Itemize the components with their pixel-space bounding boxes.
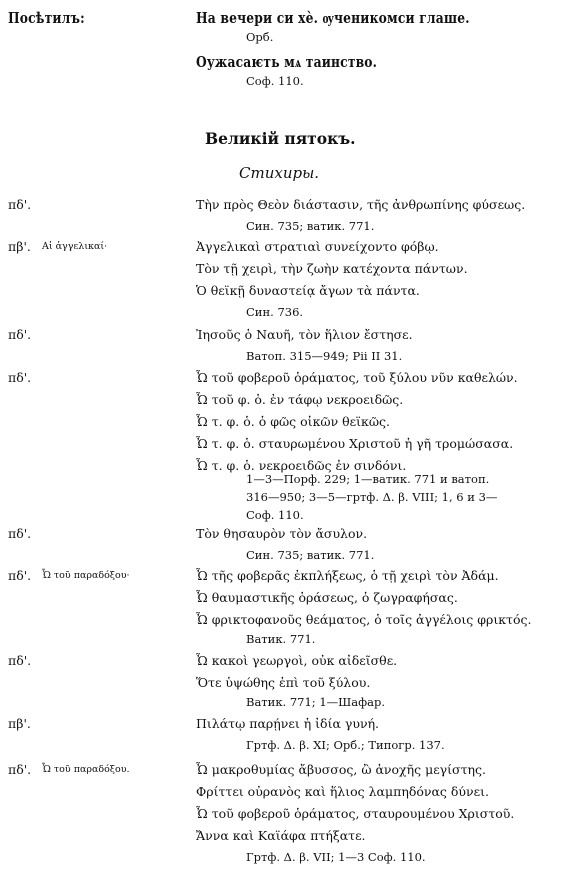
incipit-label: Αἱ ἀγγελικαί·: [42, 241, 108, 252]
hymn-line: Ὅτε ὑψώθης ἐπὶ τοῦ ξύλου.: [196, 675, 371, 690]
section-heading: Великій пятокъ.: [205, 129, 356, 148]
tone-marker: πδ'.: [8, 762, 32, 777]
hymn-line: Τὴν πρὸς Θεὸν διάστασιν, τῆς ἀνθρωπίνης φύσεως.: [196, 197, 526, 212]
tone-marker: πδ'.: [8, 653, 32, 668]
manuscript-source: 1—3—Порф. 229; 1—ватик. 771 и ватоп.: [246, 472, 490, 486]
slavonic-line-2: Оужасаѥть мѧ таинство.: [196, 53, 378, 71]
manuscript-source: Син. 736.: [246, 305, 304, 319]
manuscript-source: Син. 735; ватик. 771.: [246, 548, 375, 562]
hymn-line: Ἰησοῦς ὁ Ναυῆ, τὸν ἥλιον ἔστησε.: [196, 327, 413, 342]
hymn-line: Ὦ τ. φ. ὁ. νεκροειδῶς ἐν σινδόνι.: [196, 458, 407, 473]
hymn-line: Τὸν θησαυρὸν τὸν ἄσυλον.: [196, 526, 368, 541]
section-subheading: Стихиры.: [239, 164, 320, 182]
manuscript-source: 316—950; 3—5—гртф. Δ. β. VIII; 1, 6 и 3—: [246, 490, 498, 504]
hymn-line: Φρίττει οὐρανὸς καὶ ἥλιος λαμπηδόνας δύνει.: [196, 784, 489, 799]
manuscript-source: Гртф. Δ. β. VII; 1—3 Соф. 110.: [246, 850, 426, 864]
tone-marker: πδ'.: [8, 526, 32, 541]
hymn-line: Πιλάτῳ παρῄνει ἡ ἰδία γυνή.: [196, 716, 380, 731]
hymn-line: Ὦ τῆς φοβερᾶς ἐκπλήξεως, ὁ τῇ χειρὶ τὸν Ἀδάμ.: [196, 568, 499, 583]
hymn-line: Ὁ θεϊκῇ δυναστείᾳ ἄγων τὰ πάντα.: [196, 283, 420, 298]
tone-marker: πδ'.: [8, 370, 32, 385]
tone-marker: πδ'.: [8, 568, 32, 583]
manuscript-source: Ватик. 771; 1—Шафар.: [246, 695, 385, 709]
hymn-line: Ὦ θαυμαστικῆς ὁράσεως, ὁ ζωγραφήσας.: [196, 590, 458, 605]
hymn-line: Ἀγγελικαὶ στρατιαὶ συνείχοντο φόβῳ.: [196, 239, 439, 254]
slavonic-line-1: На вечери си хѐ. ѹченикомси глаше.: [196, 9, 470, 27]
hymn-line: Ὦ κακοὶ γεωργοὶ, οὐκ αἰδεῖσθε.: [196, 653, 398, 668]
hymn-line: Ὦ τ. φ. ὁ. σταυρωμένου Χριστοῦ ἡ γῆ τρομώσασα.: [196, 436, 514, 451]
hymn-line: Ὦ τοῦ φ. ὁ. ἐν τάφῳ νεκροειδῶς.: [196, 392, 404, 407]
tone-marker: πδ'.: [8, 197, 32, 212]
incipit-label: Ὦ τοῦ παραδόξου.: [42, 764, 130, 775]
hymn-line: Ὦ φρικτοφανοῦς θεάματος, ὁ τοῖς ἀγγέλοις φρικτός.: [196, 612, 532, 627]
manuscript-source: Ватик. 771.: [246, 632, 316, 646]
hymn-line: Ὦ μακροθυμίας ἄβυσσος, ὢ ἀνοχῆς μεγίστης.: [196, 762, 486, 777]
incipit-label: Ὦ τοῦ παραδόξου·: [42, 570, 130, 581]
source-ref-1: Орб.: [246, 30, 274, 44]
manuscript-source: Син. 735; ватик. 771.: [246, 219, 375, 233]
hymn-line: Ὦ τοῦ φοβεροῦ ὁράματος, σταυρουμένου Χριστοῦ.: [196, 806, 515, 821]
tone-marker: πβ'.: [8, 716, 31, 731]
hymn-line: Ἄννα καὶ Καϊάφα πτήξατε.: [196, 828, 366, 843]
manuscript-source: Ватоп. 315—949; Pii II 31.: [246, 349, 403, 363]
hymn-line: Ὦ τ. φ. ὁ. ὁ φῶς οἰκῶν θεϊκῶς.: [196, 414, 391, 429]
header-label: Посѣтилъ:: [8, 9, 85, 27]
tone-marker: πδ'.: [8, 327, 32, 342]
tone-marker: πβ'.: [8, 239, 31, 254]
hymn-line: Τὸν τῇ χειρὶ, τὴν ζωὴν κατέχοντα πάντων.: [196, 261, 468, 276]
manuscript-source: Соф. 110.: [246, 508, 304, 522]
hymn-line: Ὦ τοῦ φοβεροῦ ὁράματος, τοῦ ξύλου νῦν καθελών.: [196, 370, 518, 385]
manuscript-source: Гртф. Δ. β. XI; Орб.; Типогр. 137.: [246, 738, 445, 752]
source-ref-2: Соф. 110.: [246, 74, 304, 88]
